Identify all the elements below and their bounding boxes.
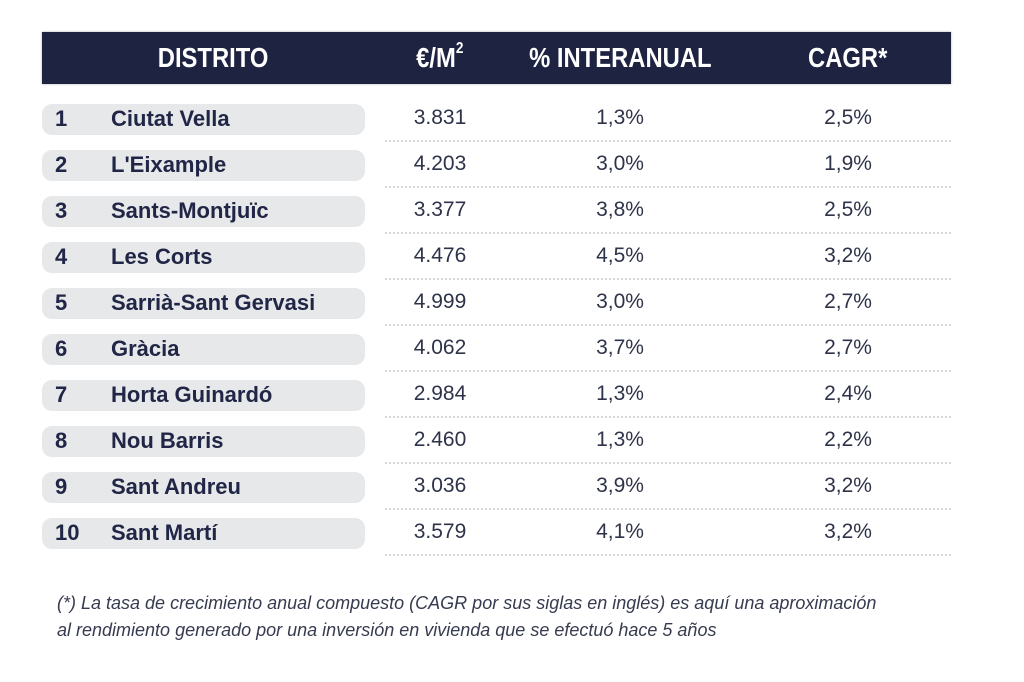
district-pill: [42, 104, 365, 135]
table-body: [42, 96, 951, 556]
interanual-value: 1,3%: [596, 382, 644, 405]
header-interanual-label: % INTERANUAL: [528, 42, 712, 73]
cagr-value: 3,2%: [824, 520, 872, 543]
district-pill: [42, 196, 365, 227]
district-pill: [42, 242, 365, 273]
district-pill: [42, 472, 365, 503]
row-values: [385, 510, 951, 556]
cagr-value: 2,4%: [824, 382, 872, 405]
price-value: 4.203: [413, 152, 467, 175]
row-values: [385, 142, 951, 188]
district-name: Les Corts: [111, 244, 213, 269]
table-row: [42, 418, 951, 464]
district-pill: [42, 380, 365, 411]
district-cell: [42, 234, 385, 280]
cagr-value: 2,7%: [824, 290, 872, 313]
price-value: 3.036: [413, 474, 467, 497]
district-pill: [42, 334, 365, 365]
table-row: [42, 372, 951, 418]
row-values: [385, 418, 951, 464]
row-values: [385, 280, 951, 326]
district-name: Sarrià-Sant Gervasi: [111, 290, 316, 315]
interanual-value: 3,7%: [596, 336, 644, 359]
header-interanual: [495, 44, 745, 72]
table-row: [42, 142, 951, 188]
interanual-value: 4,5%: [596, 244, 644, 267]
rank: 7: [55, 382, 68, 407]
cagr-value: 3,2%: [824, 244, 872, 267]
district-name: Nou Barris: [111, 428, 224, 453]
table-row: [42, 510, 951, 556]
table-row: [42, 96, 951, 142]
interanual-value: 4,1%: [596, 520, 644, 543]
table-header: [42, 32, 951, 84]
row-values: [385, 234, 951, 280]
rank: 1: [55, 106, 68, 131]
table-row: [42, 280, 951, 326]
cagr-value: 2,2%: [824, 428, 872, 451]
cagr-value: 2,7%: [824, 336, 872, 359]
header-precio-m2: [385, 39, 495, 73]
district-pill: [42, 518, 365, 549]
row-values: [385, 372, 951, 418]
rank: 2: [55, 152, 68, 177]
interanual-value: 3,8%: [596, 198, 644, 221]
price-value: 3.377: [413, 198, 467, 221]
district-name: L'Eixample: [111, 152, 227, 177]
header-precio-m2-label: [416, 39, 464, 73]
district-name: Horta Guinardó: [111, 382, 273, 407]
row-values: [385, 326, 951, 372]
rank: 8: [55, 428, 68, 453]
interanual-value: 1,3%: [596, 106, 644, 129]
district-cell: [42, 280, 385, 326]
interanual-value: 3,9%: [596, 474, 644, 497]
footnote-line-2: al rendimiento generado por una inversión en vivienda que se efectuó hace 5 años: [57, 620, 717, 640]
interanual-value: 3,0%: [596, 290, 644, 313]
rank: 10: [55, 520, 80, 545]
interanual-value: 3,0%: [596, 152, 644, 175]
price-value: 3.831: [413, 106, 467, 129]
cagr-value: 2,5%: [824, 198, 872, 221]
price-value: 3.579: [413, 520, 467, 543]
table-row: [42, 464, 951, 510]
price-unit-superscript: 2: [456, 39, 464, 57]
interanual-value: 1,3%: [596, 428, 644, 451]
district-cell: [42, 96, 385, 142]
districts-table: [42, 32, 951, 556]
price-value: 4.999: [413, 290, 467, 313]
row-values: [385, 464, 951, 510]
table-row: [42, 188, 951, 234]
row-values: [385, 96, 951, 142]
header-distrito: [42, 44, 385, 72]
district-name: Sant Martí: [111, 520, 218, 545]
district-name: Gràcia: [111, 336, 180, 361]
rank: 4: [55, 244, 68, 269]
header-distrito-label: DISTRITO: [158, 42, 269, 73]
district-pill: [42, 288, 365, 319]
district-cell: [42, 372, 385, 418]
footnote-line-1: (*) La tasa de crecimiento anual compuesto (CAGR por sus siglas en inglés) es aquí una aproximación: [57, 593, 877, 613]
table-row: [42, 326, 951, 372]
district-name: Ciutat Vella: [111, 106, 230, 131]
row-values: [385, 188, 951, 234]
district-cell: [42, 418, 385, 464]
district-name: Sants-Montjuïc: [111, 198, 269, 223]
cagr-value: 2,5%: [824, 106, 872, 129]
header-cagr: [745, 44, 951, 72]
district-cell: [42, 142, 385, 188]
price-value: 2.984: [413, 382, 467, 405]
district-cell: [42, 326, 385, 372]
price-value: 4.062: [413, 336, 467, 359]
rank: 6: [55, 336, 68, 361]
district-pill: [42, 426, 365, 457]
table-row: [42, 234, 951, 280]
cagr-footnote: [57, 590, 1007, 644]
rank: 9: [55, 474, 68, 499]
price-value: 2.460: [413, 428, 467, 451]
price-unit-text: €/M: [416, 42, 457, 73]
district-cell: [42, 510, 385, 556]
district-cell: [42, 188, 385, 234]
price-value: 4.476: [413, 244, 467, 267]
rank: 3: [55, 198, 68, 223]
district-pill: [42, 150, 365, 181]
rank: 5: [55, 290, 68, 315]
district-cell: [42, 464, 385, 510]
district-name: Sant Andreu: [111, 474, 241, 499]
header-cagr-label: CAGR*: [808, 42, 888, 73]
cagr-value: 3,2%: [824, 474, 872, 497]
cagr-value: 1,9%: [824, 152, 872, 175]
